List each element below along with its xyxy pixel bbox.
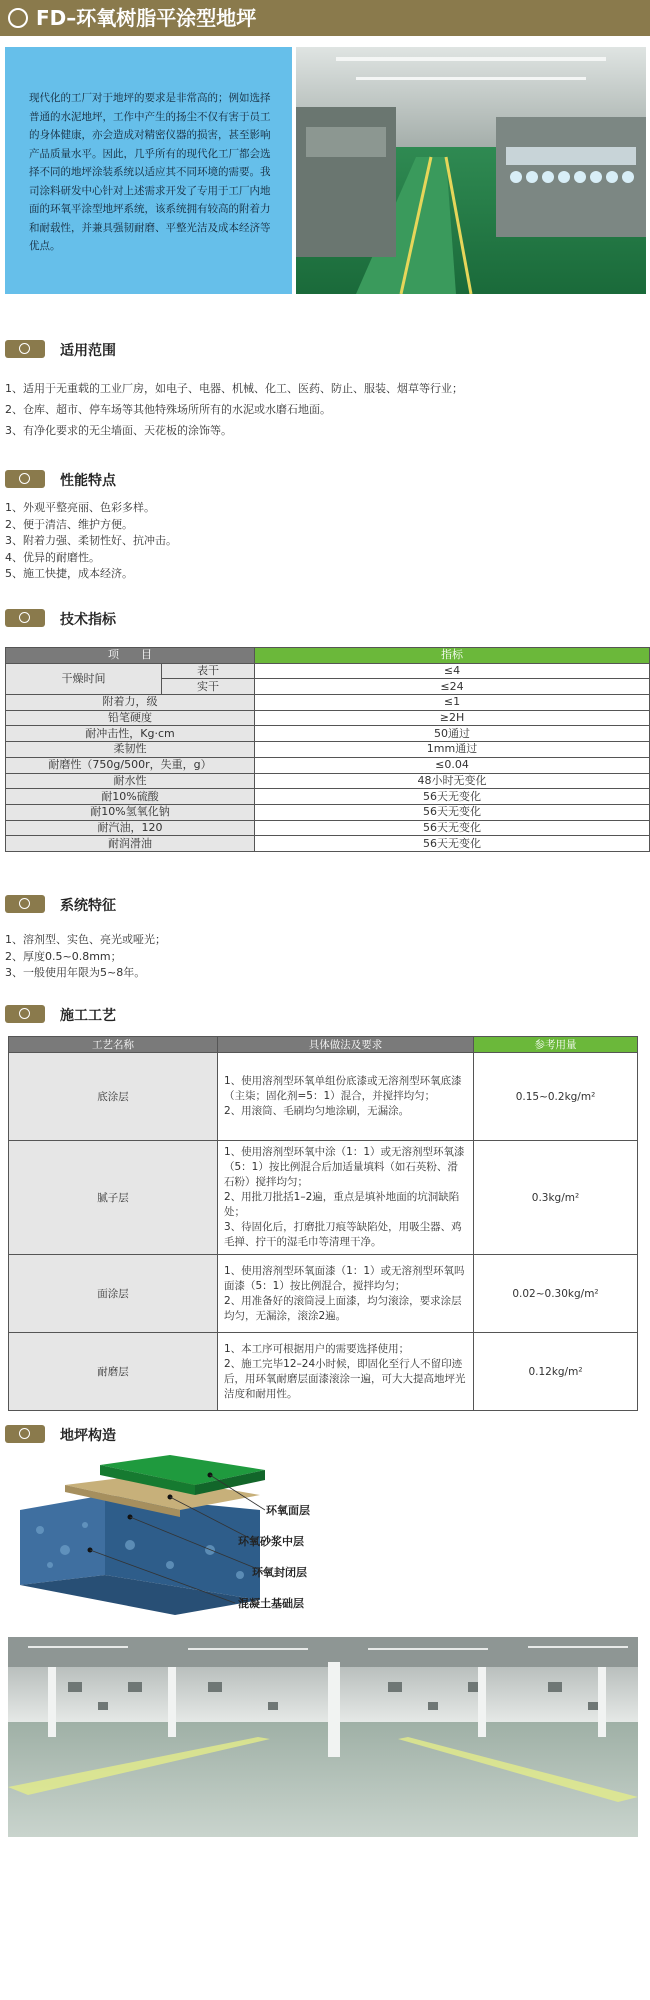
section-title-features: 性能特点	[60, 473, 116, 489]
desc-line: 2、施工完毕12–24小时候，即固化至行人不留印迹后，用环氧耐磨层面漆滚涂一遍，可大大提高地坪光洁度和耐用性。	[224, 1357, 466, 1400]
desc-line: 1、使用溶剂型环氧面漆（1：1）或无溶剂型环氧吗面漆（5：1）按比例混合，搅拌均匀；	[224, 1264, 465, 1292]
process-desc	[218, 1053, 474, 1141]
list-item: 2、仓库、超市、停车场等其他特殊场所所有的水泥或水磨石地面。	[5, 403, 331, 416]
process-amount: 0.3kg/m²	[474, 1141, 638, 1255]
table-cell: 实干	[162, 679, 255, 695]
factory-photo	[296, 47, 646, 294]
table-row	[9, 1333, 638, 1411]
table-cell: 表干	[162, 663, 255, 679]
tech-spec-table	[5, 647, 650, 852]
table-cell: 耐汽油，120	[6, 820, 255, 836]
table-cell: 耐水性	[6, 773, 255, 789]
process-desc	[218, 1255, 474, 1333]
table-cell: 56天无变化	[255, 836, 650, 852]
table-header: 具体做法及要求	[218, 1037, 474, 1053]
table-cell: ≤4	[255, 663, 650, 679]
layer-label: 环氧面层	[266, 1504, 310, 1517]
table-row	[9, 1053, 638, 1141]
table-header-value: 指标	[255, 648, 650, 664]
table-header-item: 项 目	[6, 648, 255, 664]
list-item: 1、溶剂型、实色、亮光或哑光；	[5, 933, 166, 946]
list-item: 3、一般使用年限为5~8年。	[5, 966, 146, 979]
table-cell: 附着力，级	[6, 695, 255, 711]
table-cell: 56天无变化	[255, 820, 650, 836]
table-row	[6, 820, 650, 836]
table-cell: ≤24	[255, 679, 650, 695]
table-cell: ≤0.04	[255, 757, 650, 773]
table-row	[6, 757, 650, 773]
features-list	[5, 500, 645, 583]
process-name: 面涂层	[9, 1255, 218, 1333]
table-cell: 50通过	[255, 726, 650, 742]
table-cell: ≥2H	[255, 710, 650, 726]
section-icon	[5, 895, 45, 913]
system-list	[5, 932, 645, 982]
list-item: 1、适用于无重载的工业厂房，如电子、电器、机械、化工、医药、防止、服装、烟草等行业；	[5, 382, 463, 395]
scope-list	[5, 378, 645, 441]
list-item: 2、厚度0.5~0.8mm；	[5, 949, 122, 963]
section-icon	[5, 1425, 45, 1443]
table-row	[6, 726, 650, 742]
table-cell: 耐10%硫酸	[6, 789, 255, 805]
desc-line: 1、使用溶剂型环氧中涂（1：1）或无溶剂型环氧漆（5：1）按比例混合后加适量填料（如石英粉、滑石粉）搅拌均匀；	[224, 1146, 465, 1188]
table-cell: 56天无变化	[255, 804, 650, 820]
circle-icon	[8, 8, 28, 28]
page-title-bar	[0, 0, 650, 36]
table-cell: 56天无变化	[255, 789, 650, 805]
table-cell: 耐10%氢氧化钠	[6, 804, 255, 820]
process-name: 耐磨层	[9, 1333, 218, 1411]
warehouse-floor-photo	[8, 1637, 638, 1837]
table-cell: ≤1	[255, 695, 650, 711]
table-row	[6, 773, 650, 789]
section-icon	[5, 1005, 45, 1023]
process-desc	[218, 1333, 474, 1411]
layer-label: 环氧封闭层	[252, 1566, 307, 1579]
desc-line: 3、待固化后，打磨批刀痕等缺陷处，用吸尘器、鸡毛掸、拧干的湿毛巾等清理干净。	[224, 1221, 462, 1248]
section-icon	[5, 470, 45, 488]
table-cell: 48小时无变化	[255, 773, 650, 789]
list-item: 1、外观平整亮丽、色彩多样。	[5, 501, 155, 514]
section-title-tech: 技术指标	[60, 612, 116, 628]
table-cell: 铅笔硬度	[6, 710, 255, 726]
intro-text: 现代化的工厂对于地坪的要求是非常高的；例如选择普通的水泥地坪，工作中产生的扬尘不仅有害于员工的身体健康，亦会造成对精密仪器的损害，甚至影响产品质量水平。因此，几乎所有的现代化工厂都会选择不同的地坪涂装系统以适应其不同环境的需要。我司涂料研发中心针对上述需求开发了专用于工厂内地面的环氧平涂型地坪系统，该系统拥有较高的附着力和耐载性，并兼具强韧耐磨、平整光洁及成本经济等优点。	[5, 47, 292, 294]
desc-line: 1、本工序可根据用户的需要选择使用；	[224, 1342, 410, 1355]
section-title-structure: 地坪构造	[60, 1428, 116, 1444]
process-desc	[218, 1141, 474, 1255]
table-cell: 耐磨性（750g/500r，失重，g）	[6, 757, 255, 773]
table-row	[6, 836, 650, 852]
layer-label: 环氧砂浆中层	[238, 1535, 304, 1548]
process-amount: 0.12kg/m²	[474, 1333, 638, 1411]
desc-line: 2、用准备好的滚筒浸上面漆，均匀滚涂，要求涂层均匀，无漏涂，滚涂2遍。	[224, 1294, 462, 1322]
table-row	[6, 804, 650, 820]
process-amount: 0.15~0.2kg/m²	[474, 1053, 638, 1141]
section-title-system: 系统特征	[60, 898, 116, 914]
section-title-process: 施工工艺	[60, 1008, 116, 1024]
desc-line: 2、用批刀批括1–2遍，重点是填补地面的坑洞缺陷处；	[224, 1191, 460, 1218]
section-icon	[5, 340, 45, 358]
table-row	[6, 710, 650, 726]
list-item: 3、有净化要求的无尘墙面、天花板的涂饰等。	[5, 424, 232, 437]
table-cell: 柔韧性	[6, 742, 255, 758]
table-cell: 耐冲击性，Kg·cm	[6, 726, 255, 742]
table-cell: 耐润滑油	[6, 836, 255, 852]
list-item: 3、附着力强、柔韧性好、抗冲击。	[5, 534, 177, 547]
table-header: 参考用量	[474, 1037, 638, 1053]
table-cell: 1mm通过	[255, 742, 650, 758]
process-amount: 0.02~0.30kg/m²	[474, 1255, 638, 1333]
layer-label: 混凝土基础层	[238, 1597, 304, 1610]
page-title: FD–环氧树脂平涂型地坪	[36, 6, 257, 30]
section-icon	[5, 609, 45, 627]
table-row	[9, 1255, 638, 1333]
process-table	[8, 1036, 638, 1411]
table-row	[6, 742, 650, 758]
list-item: 5、施工快捷，成本经济。	[5, 567, 133, 580]
table-row	[6, 789, 650, 805]
process-name: 底涂层	[9, 1053, 218, 1141]
table-row	[6, 695, 650, 711]
section-title-scope: 适用范围	[60, 343, 116, 359]
dry-time-label: 干燥时间	[6, 663, 162, 694]
desc-line: 2、用滚筒、毛刷均匀地涂刷，无漏涂。	[224, 1105, 410, 1117]
table-header: 工艺名称	[9, 1037, 218, 1053]
table-row	[9, 1141, 638, 1255]
table-row	[6, 663, 650, 679]
process-name: 腻子层	[9, 1141, 218, 1255]
list-item: 2、便于清洁、维护方便。	[5, 517, 133, 531]
list-item: 4、优异的耐磨性。	[5, 550, 100, 564]
desc-line: 1、使用溶剂型环氧单组份底漆或无溶剂型环氧底漆（主柒；固化剂=5：1）混合，并搅拌均匀；	[224, 1075, 462, 1102]
